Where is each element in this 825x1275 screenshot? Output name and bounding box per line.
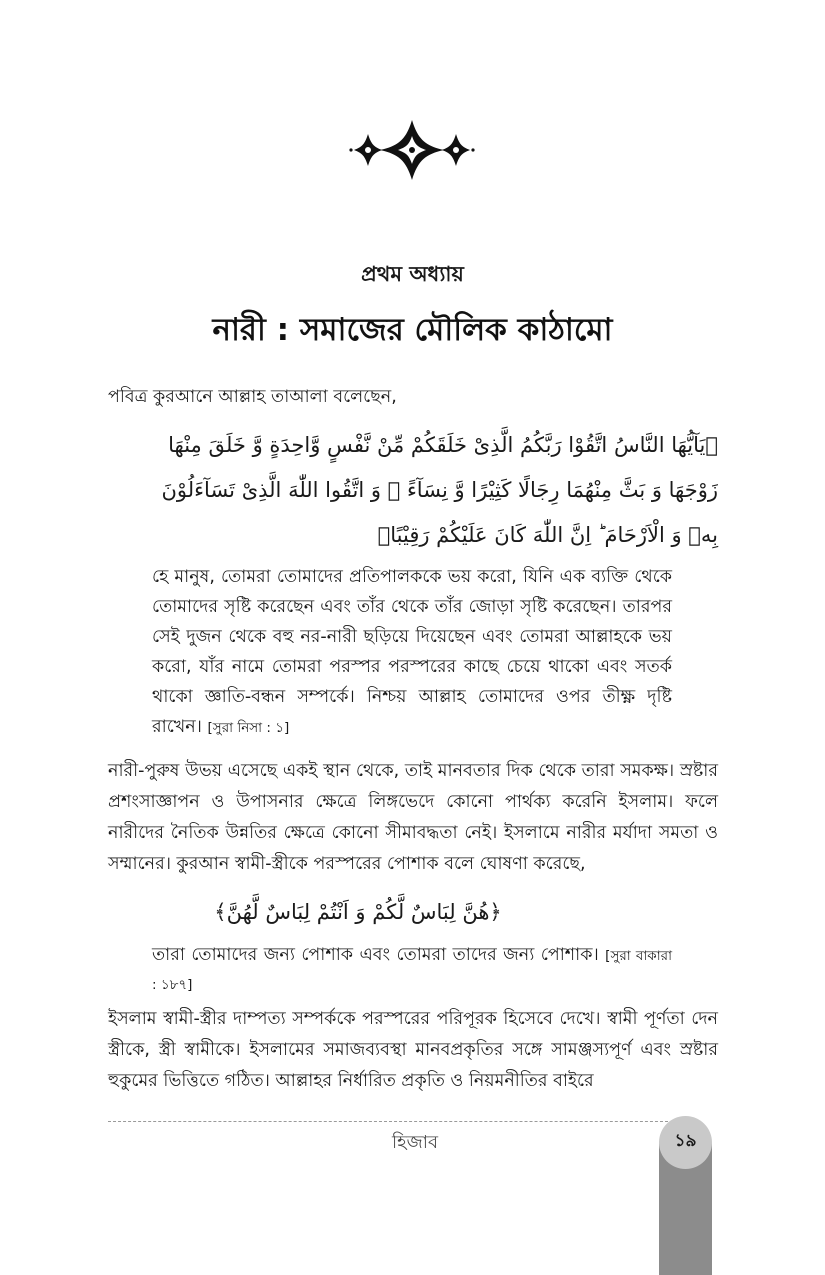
body-paragraph-2: ইসলাম স্বামী-স্ত্রীর দাম্পত্য সম্পর্ককে পরস্পরের পরিপূরক হিসেবে দেখে। স্বামী পূর্ণতা দেন স্ত্রীকে, স্ত্রী স্বামীকে। ইসলামের সমাজব্যবস্থা মানবপ্রকৃতির সঙ্গে সামঞ্জস্যপূর্ণ এবং স্রষ্টার হুকুমের ভিত্তিতে গঠিত। আল্লাহর নির্ধারিত প্রকৃতি ও নিয়মনীতির বাইরে (108, 1009, 718, 1091)
quran-verse-arabic-2: ﴿هُنَّ لِبَاسٌ لَّكُمْ وَ اَنْتُمْ لِبَاسٌ لَّهُنَّ﴾ (214, 900, 502, 924)
quran-verse-arabic: ﴿يَآيُّهَا النَّاسُ اتَّقُوْا رَبَّكُمُ الَّذِىْ خَلَقَكُمْ مِّنْ نَّفْسٍ وَّاحِدَةٍ وَّ خَلَقَ مِنْهَا زَوْجَهَا وَ بَثَّ مِنْهُمَا رِجَالًا كَثِيْرًا وَّ نِسَآءً ۚ وَ اتَّقُوا اللّٰهَ الَّذِىْ تَسَآءَلُوْنَ بِهٖ وَ الْاَرْحَامَ ؕ اِنَّ اللّٰهَ كَانَ عَلَيْكُمْ رَقِيْبًا﴾ (161, 433, 718, 547)
footer-divider (108, 1121, 668, 1122)
decorative-ornament-icon (346, 118, 478, 182)
verse-translation (152, 562, 672, 743)
translation-text: হে মানুষ, তোমরা তোমাদের প্রতিপালককে ভয় করো, যিনি এক ব্যক্তি থেকে তোমাদের সৃষ্টি করেছেন এবং তাঁর থেকে তাঁর জোড়া সৃষ্টি করেছেন। তারপর সেই দুজন থেকে বহু নর-নারী ছড়িয়ে দিয়েছেন এবং তোমরা আল্লাহকে ভয় করো, যাঁর নামে তোমরা পরস্পর পরস্পরের কাছে চেয়ে থাকো এবং সতর্ক থাকো জ্ঞাতি-বন্ধন সম্পর্কে। নিশ্চয় আল্লাহ তোমাদের ওপর তীক্ষ্ণ দৃষ্টি রাখেন। (152, 567, 672, 737)
verse-reference: [সুরা নিসা : ১] (207, 720, 290, 736)
verse-reference-2: [সুরা বাকারা : ১৮৭] (152, 948, 672, 993)
chapter-title: নারী : সমাজের মৌলিক কাঠামো (212, 312, 613, 348)
intro-text: পবিত্র কুরআনে আল্লাহ তাআলা বলেছেন, (108, 387, 397, 407)
translation-text-2: তারা তোমাদের জন্য পোশাক এবং তোমরা তাদের জন্য পোশাক। (152, 945, 599, 965)
body-paragraph-1: নারী-পুরুষ উভয় এসেছে একই স্থান থেকে, তাই মানবতার দিক থেকে তারা সমকক্ষ। স্রষ্টার প্রশংসাজ্ঞাপন ও উপাসনার ক্ষেত্রে লিঙ্গভেদে কোনো পার্থক্য করেনি ইসলাম। ফলে নারীদের নৈতিক উন্নতির ক্ষেত্রে কোনো সীমাবদ্ধতা নেই। ইসলামে নারীর মর্যাদা সমতা ও সম্মানের। কুরআন স্বামী-স্ত্রীকে পরস্পরের পোশাক বলে ঘোষণা করেছে, (108, 761, 718, 874)
verse-translation-2 (152, 941, 672, 999)
chapter-label: প্রথম অধ্যায় (361, 262, 464, 286)
page-number: ১৯ (674, 1131, 697, 1151)
running-title: হিজাব (392, 1132, 438, 1153)
